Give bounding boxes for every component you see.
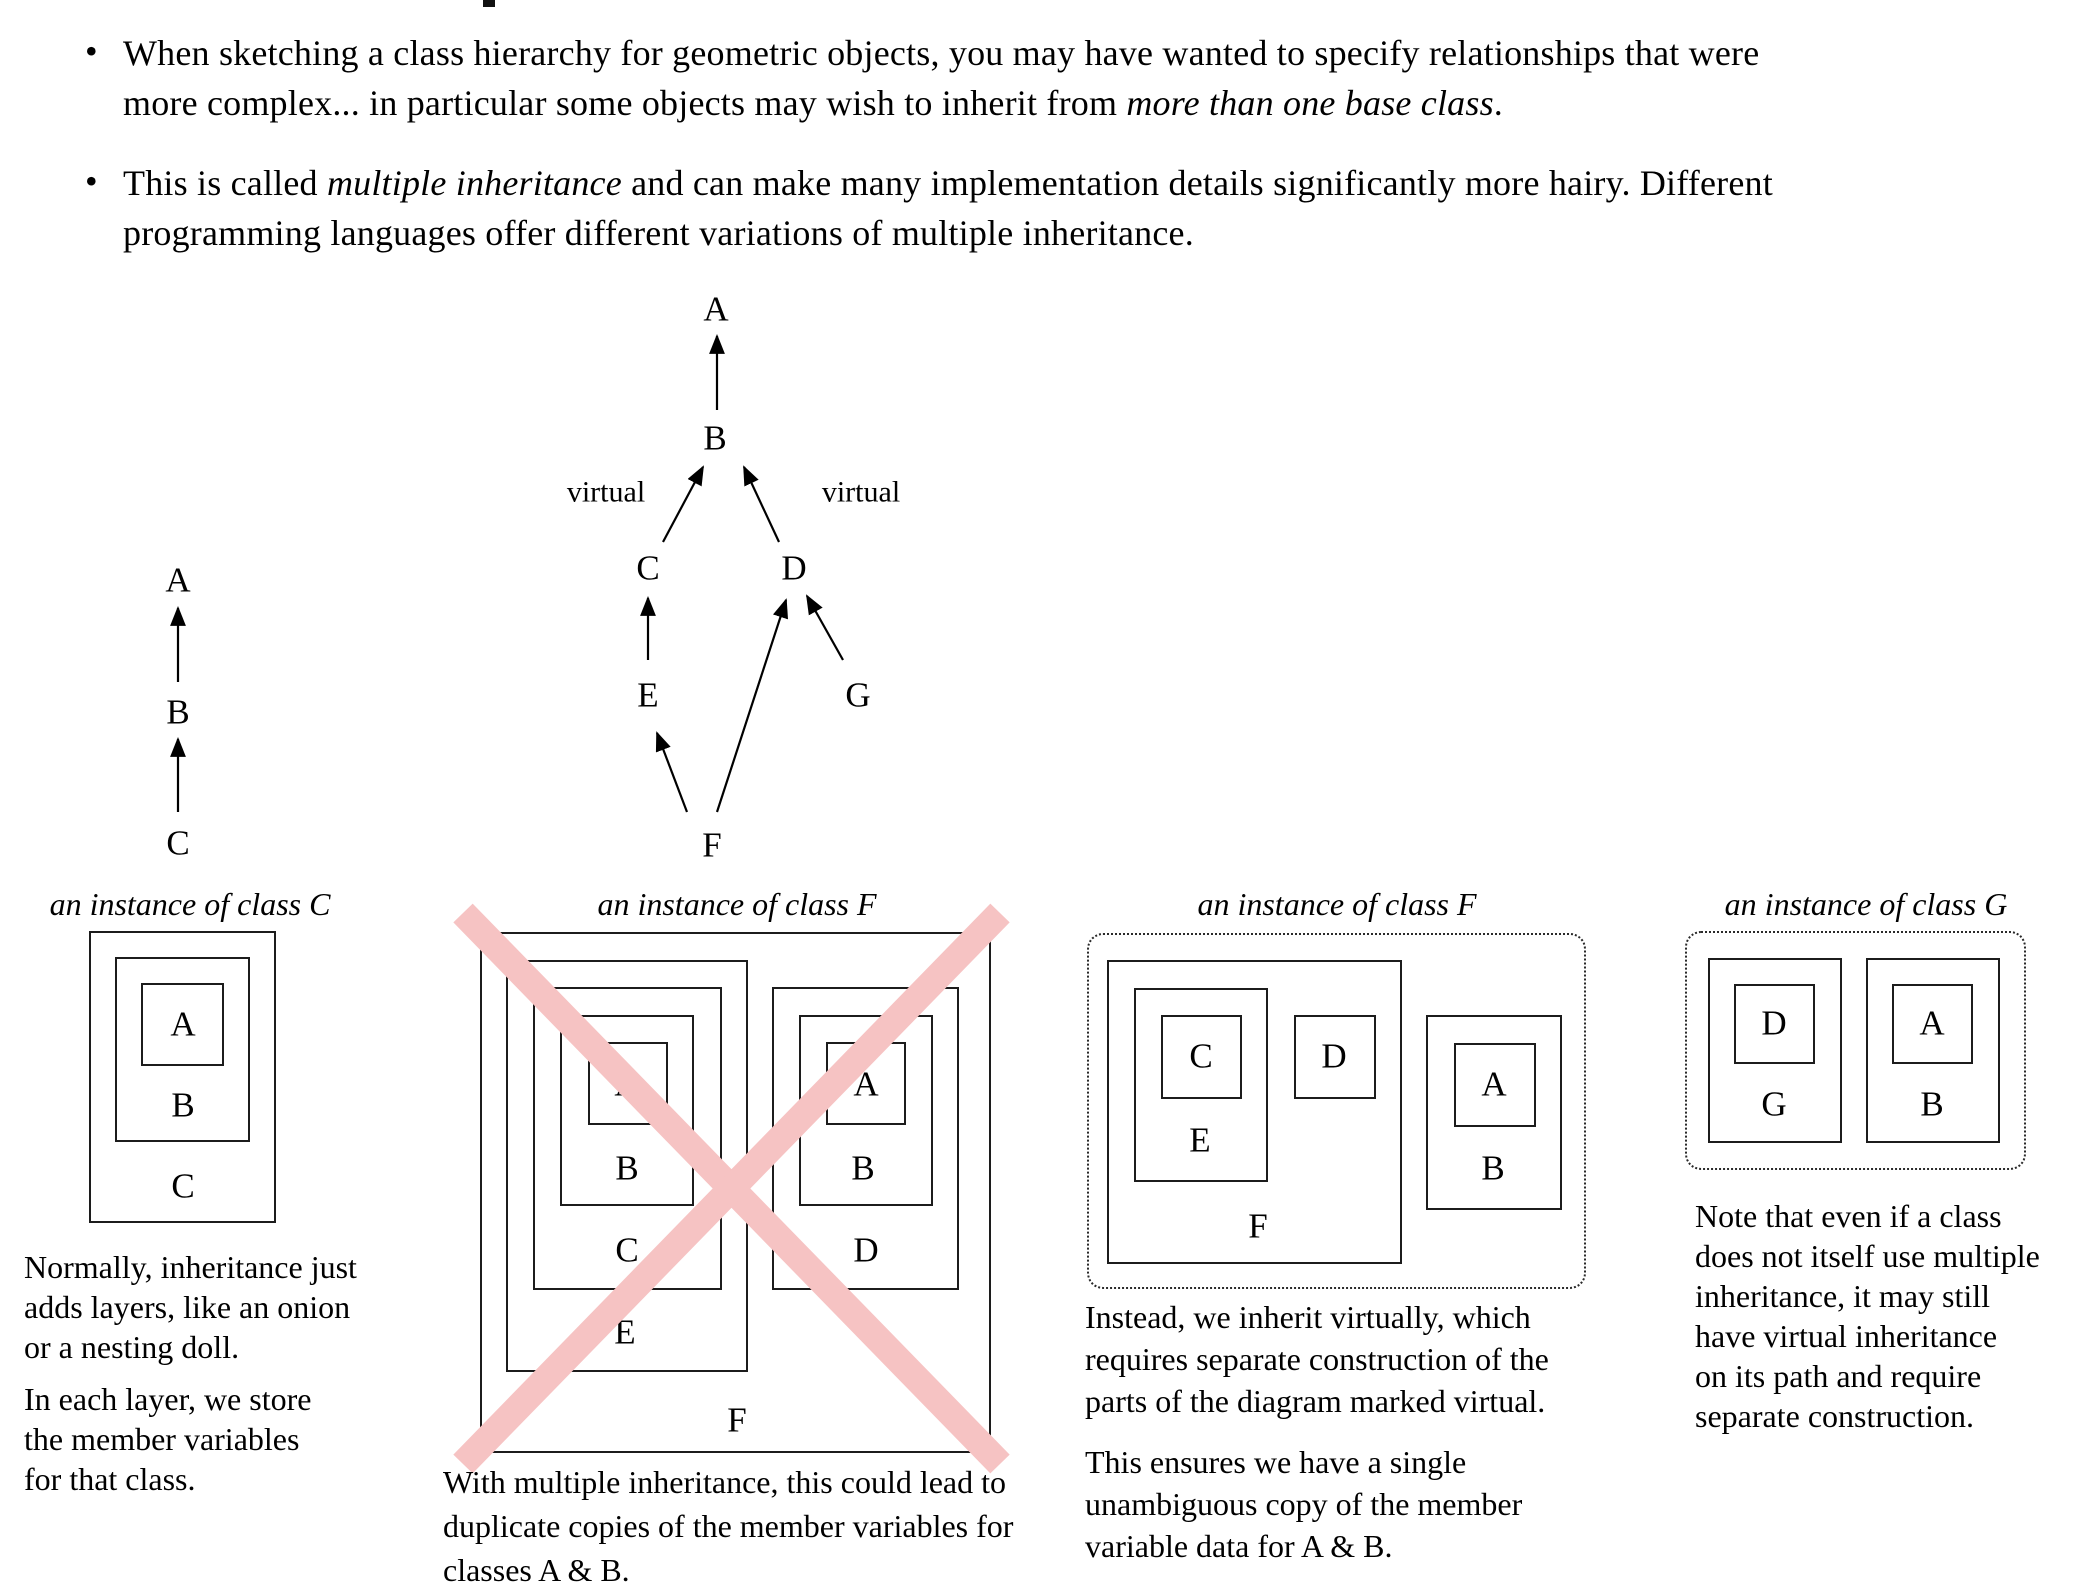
caption-line: variable data for A & B. xyxy=(1085,1528,1393,1564)
layer-label-f: F xyxy=(1248,1206,1268,1246)
caption-line: separate construction. xyxy=(1695,1398,1974,1434)
class-hierarchy-trees xyxy=(0,270,1000,890)
bullet-1-line1: When sketching a class hierarchy for geometric objects, you may have wanted to specify relationships that were xyxy=(123,33,1760,73)
layer-label-b: B xyxy=(1920,1084,1944,1124)
caption-line: With multiple inheritance, this could lead to xyxy=(443,1464,1007,1500)
layer-label-d: D xyxy=(1761,1003,1787,1043)
caption-multiple-inheritance xyxy=(443,1460,1013,1592)
node-b: B xyxy=(166,692,190,732)
bullet-1-text xyxy=(85,28,2080,128)
layer-label-d: D xyxy=(853,1230,879,1270)
bullet-icon: • xyxy=(85,31,98,71)
node-g: G xyxy=(845,675,871,715)
node-c: C xyxy=(166,823,190,863)
layer-label-g: G xyxy=(1761,1084,1787,1124)
caption-line: does not itself use multiple xyxy=(1695,1238,2040,1274)
layer-label-d: D xyxy=(1321,1036,1347,1076)
caption-line: Note that even if a class xyxy=(1695,1198,2002,1234)
bullet-1-line2-pre: more complex... in particular some objects may wish to inherit from xyxy=(123,83,1127,123)
title-remnant xyxy=(483,0,495,7)
bullet-item-1 xyxy=(85,28,2080,128)
caption-normal-inheritance-p1 xyxy=(24,1247,357,1367)
bullet-item-2 xyxy=(85,158,2080,258)
caption-line: for that class. xyxy=(24,1461,196,1497)
caption-line: adds layers, like an onion xyxy=(24,1289,351,1325)
bullet-1-line2-italic: more than one base class xyxy=(1126,83,1494,123)
instance-c-caption: an instance of class C xyxy=(49,886,331,922)
layer-label-e: E xyxy=(1189,1120,1211,1160)
bullet-1-line2-post: . xyxy=(1493,83,1503,123)
layer-label-c: C xyxy=(1189,1036,1213,1076)
instance-f-good-caption: an instance of class F xyxy=(1197,886,1477,922)
bullet-2-text xyxy=(85,158,2080,258)
node-b: B xyxy=(703,418,727,458)
layer-label-a: A xyxy=(170,1004,196,1044)
caption-line: Instead, we inherit virtually, which xyxy=(1085,1299,1531,1335)
caption-line: In each layer, we store xyxy=(24,1381,312,1417)
layer-label-c: C xyxy=(171,1166,195,1206)
caption-virtual-inheritance-p1 xyxy=(1085,1296,1549,1422)
caption-note-class-g xyxy=(1695,1196,2040,1436)
bullet-2-line1-pre: This is called xyxy=(123,163,327,203)
caption-line: Normally, inheritance just xyxy=(24,1249,357,1285)
caption-line: parts of the diagram marked virtual. xyxy=(1085,1383,1546,1419)
caption-line: on its path and require xyxy=(1695,1358,1982,1394)
caption-line: This ensures we have a single xyxy=(1085,1444,1467,1480)
node-d: D xyxy=(781,548,807,588)
caption-line: requires separate construction of the xyxy=(1085,1341,1549,1377)
caption-line: the member variables xyxy=(24,1421,300,1457)
bullet-2-line1-italic: multiple inheritance xyxy=(326,163,622,203)
layer-label-a-right: A xyxy=(853,1064,879,1104)
bullet-icon: • xyxy=(85,161,98,201)
node-a: A xyxy=(703,289,729,329)
virtual-label-left: virtual xyxy=(566,475,646,509)
layer-label-c: C xyxy=(615,1230,639,1270)
layer-label-b-left: B xyxy=(615,1148,639,1188)
instance-g-caption: an instance of class G xyxy=(1724,886,2008,922)
node-e: E xyxy=(637,675,659,715)
caption-normal-inheritance-p2 xyxy=(24,1379,311,1499)
caption-virtual-inheritance-p2 xyxy=(1085,1441,1522,1567)
caption-line: have virtual inheritance xyxy=(1695,1318,1998,1354)
layer-label-a: A xyxy=(1919,1003,1945,1043)
layer-label-e: E xyxy=(614,1312,636,1352)
bullet-2-line2: programming languages offer different variations of multiple inheritance. xyxy=(123,213,1194,253)
node-a: A xyxy=(165,560,191,600)
layer-label-b-right: B xyxy=(851,1148,875,1188)
cross-out-x-icon xyxy=(430,880,1030,1500)
caption-line: inheritance, it may still xyxy=(1695,1278,1991,1314)
caption-line: or a nesting doll. xyxy=(24,1329,240,1365)
layer-label-b: B xyxy=(1481,1148,1505,1188)
instance-f-bad-caption: an instance of class F xyxy=(597,886,877,922)
caption-line: unambiguous copy of the member xyxy=(1085,1486,1523,1522)
bullet-2-line1-post: and can make many implementation details significantly more hairy. Different xyxy=(621,163,1773,203)
node-c: C xyxy=(636,548,660,588)
virtual-label-right: virtual xyxy=(821,475,901,509)
multiple-inheritance-tree xyxy=(648,336,843,812)
caption-line: classes A & B. xyxy=(443,1552,630,1588)
node-f: F xyxy=(702,825,722,865)
layer-label-b: B xyxy=(171,1085,195,1125)
caption-line: duplicate copies of the member variables for xyxy=(443,1508,1014,1544)
layer-label-a: A xyxy=(1481,1064,1507,1104)
layer-label-f: F xyxy=(727,1400,747,1440)
